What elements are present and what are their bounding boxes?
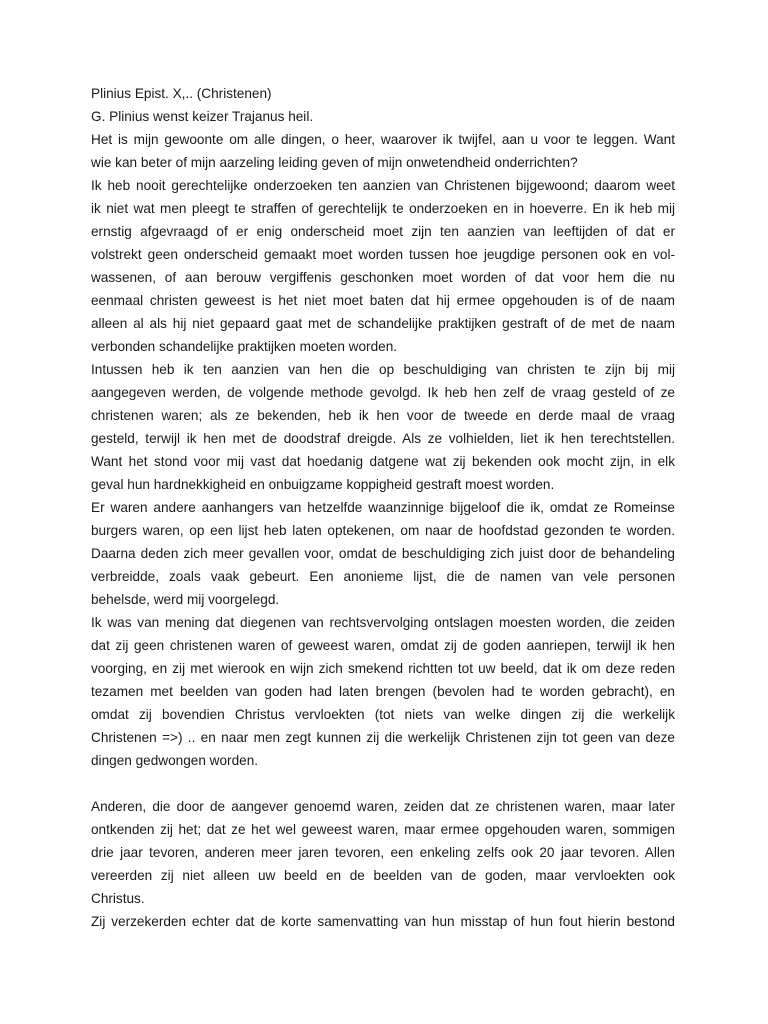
text-line: geval hun hardnekkigheid en onbuigzame koppigheid gestraft moest worden. (91, 477, 555, 492)
text-line: dat zij geen christenen waren of geweest waren, omdat zij de goden aanriepen, terwijl ik hen (91, 638, 675, 653)
paragraph (91, 611, 675, 772)
text-line: voorging, en zij met wierook en wijn zich smekend richtten tot uw beeld, dat ik om deze reden (91, 661, 675, 676)
text-line: gesteld, terwijl ik hen met de doodstraf dreigde. Als ze volhielden, liet ik hen terechtstellen. (91, 431, 675, 446)
text-line: eenmaal christen geweest is het niet moet baten dat hij ermee opgehouden is of de naam (91, 293, 675, 308)
text-line: omdat zij bovendien Christus vervloekten (tot niets van welke dingen zij die werkelijk (91, 707, 675, 722)
text-line: drie jaar tevoren, anderen meer jaren tevoren, een enkeling zelfs ook 20 jaar tevoren. Allen (91, 845, 675, 860)
document-body (91, 128, 675, 933)
text-line: volstrekt geen onderscheid gemaakt moet worden tussen hoe jeugdige personen ook en vol- (91, 247, 675, 262)
text-line: behelsde, werd mij voorgelegd. (91, 592, 280, 607)
text-line: Daarna deden zich meer gevallen voor, omdat de beschuldiging zich juist door de behandeling (91, 546, 675, 561)
text-line: Christus. (91, 891, 145, 906)
text-line: wie kan beter of mijn aarzeling leiding geven of mijn onwetendheid onderrichten? (91, 155, 578, 170)
text-line: dingen gedwongen worden. (91, 753, 259, 768)
text-line: verbreidde, zoals vaak gebeurt. Een anonieme lijst, die de namen van vele personen (91, 569, 675, 584)
text-line: Er waren andere aanhangers van hetzelfde waanzinnige bijgeloof die ik, omdat ze Romeinse (91, 500, 675, 515)
text-line: wassenen, of aan berouw vergiffenis geschonken moet worden of dat voor hem die nu (91, 270, 675, 285)
text-line: verbonden schandelijke praktijken moeten worden. (91, 339, 398, 354)
text-line: Ik was van mening dat diegenen van rechtsvervolging ontslagen moesten worden, die zeiden (91, 615, 675, 630)
text-line: Want het stond voor mij vast dat hoedanig datgene wat zij bekenden ook mocht zijn, in elk (91, 454, 675, 469)
text-line: tezamen met beelden van goden had laten brengen (bevolen had te worden gebracht), en (91, 684, 675, 699)
text-line: Zij verzekerden echter dat de korte samenvatting van hun misstap of hun fout hierin bestond (91, 914, 675, 929)
paragraph (91, 128, 675, 174)
paragraph (91, 496, 675, 611)
text-line: ontkenden zij het; dat ze het wel geweest waren, maar ermee opgehouden waren, sommigen (91, 822, 675, 837)
text-line: Christenen =>) .. en naar men zegt kunnen zij die werkelijk Christenen zijn tot geen van deze (91, 730, 675, 745)
text-line: Intussen heb ik ten aanzien van hen die op beschuldiging van christen te zijn bij mij (91, 362, 675, 377)
text-line: vereerden zij niet alleen uw beeld en de beelden van de goden, maar vervloekten ook (91, 868, 675, 883)
paragraph (91, 174, 675, 358)
text-line: Het is mijn gewoonte om alle dingen, o heer, waarover ik twijfel, aan u voor te leggen. Want (91, 132, 675, 147)
greeting-line: G. Plinius wenst keizer Trajanus heil. (91, 109, 314, 124)
document-title: Plinius Epist. X,.. (Christenen) (91, 86, 272, 101)
text-line: alleen al als hij niet gepaard gaat met de schandelijke praktijken gestraft of de met de naam (91, 316, 675, 331)
paragraph-gap (91, 772, 675, 795)
paragraph (91, 772, 675, 910)
document-page (91, 82, 675, 933)
paragraph (91, 358, 675, 496)
text-line: christenen waren; als ze bekenden, heb ik hen voor de tweede en derde maal de vraag (91, 408, 675, 423)
text-line: aangegeven werden, de volgende methode gevolgd. Ik heb hen zelf de vraag gesteld of ze (91, 385, 675, 400)
text-line: burgers waren, op een lijst heb laten optekenen, om naar de hoofdstad gezonden te worden. (91, 523, 675, 538)
text-line: Ik heb nooit gerechtelijke onderzoeken ten aanzien van Christenen bijgewoond; daarom weet (91, 178, 675, 193)
paragraph (91, 910, 675, 933)
text-line: ik niet wat men pleegt te straffen of gerechtelijk te onderzoeken en in hoeverre. En ik heb mij (91, 201, 675, 216)
text-line: ernstig afgevraagd of er enig onderscheid moet zijn ten aanzien van leeftijden of dat er (91, 224, 675, 239)
text-line: Anderen, die door de aangever genoemd waren, zeiden dat ze christenen waren, maar later (91, 799, 675, 814)
